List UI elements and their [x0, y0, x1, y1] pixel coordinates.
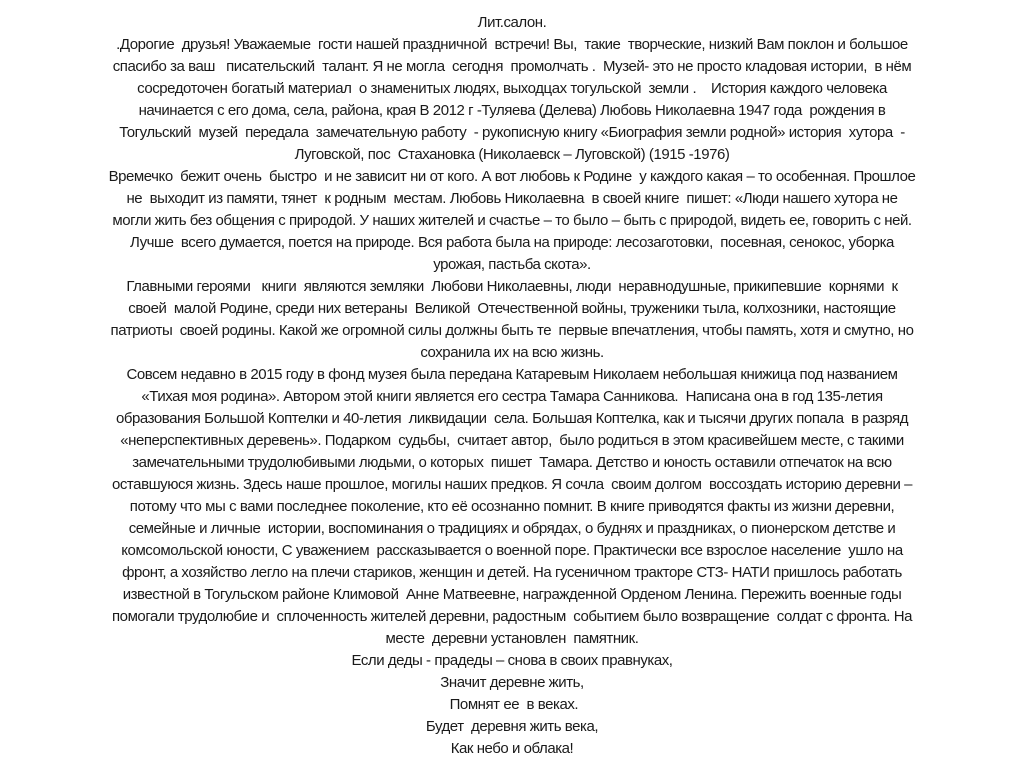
text-line: сохранила их на всю жизнь.: [420, 344, 604, 361]
text-line: Времечко бежит очень быстро и не зависит ни от кого. А вот любовь к Родине у каждого какая – то особенная. Прошлое: [108, 168, 916, 185]
text-line: начинается с его дома, села, района, края В 2012 г -Туляева (Делева) Любовь Николаевна 1947 года рождения в: [138, 102, 886, 119]
text-line: образования Большой Коптелки и 40-летия ликвидации села. Большая Коптелка, как и тысячи других попала в разряд: [115, 410, 908, 427]
text-line: помогали трудолюбие и сплоченность жителей деревни, радостным событием было возвращение солдат с фронта. На: [112, 608, 912, 625]
text-line: своей малой Родине, среди них ветераны Великой Отечественной войны, труженики тыла, колхозники, настоящие: [128, 300, 896, 317]
text-line: известной в Тогульском районе Климовой Анне Матвеевне, награжденной Орденом Ленина. Пережить военные годы: [122, 586, 902, 603]
text-line: семейные и личные истории, воспоминания о традициях и обрядах, о буднях и праздниках, о пионерском детстве и: [128, 520, 896, 537]
text-line: Значит деревне жить,: [440, 674, 584, 691]
text-line: урожая, пастьба скота».: [433, 256, 591, 273]
text-line: потому что мы с вами последнее поколение, кто её осознанно помнит. В книге приводятся факты из жизни деревни,: [129, 498, 895, 515]
text-line: Главными героями книги являются земляки Любови Николаевны, люди неравнодушные, прикипевшие корнями к: [126, 278, 898, 295]
text-line: «Тихая моя родина». Автором этой книги является его сестра Тамара Санникова. Написана она в год 135-летия: [141, 388, 883, 405]
text-line: Лучше всего думается, поется на природе. Вся работа была на природе: лесозаготовки, посевная, сенокос, уборка: [130, 234, 894, 251]
text-line: Тогульский музей передала замечательную работу - рукописную книгу «Биография земли родной» история хутора -: [119, 124, 905, 141]
text-line: патриоты своей родины. Какой же огромной силы должны быть те первые впечатления, чтобы память, хотя и смутно, но: [110, 322, 914, 339]
text-line: Совсем недавно в 2015 году в фонд музея была передана Катаревым Николаем небольшая книжица под названием: [126, 366, 898, 383]
document-body: [0, 12, 1024, 760]
text-line: сосредоточен богатый материал о знаменитых людях, выходцах тогульской земли . История каждого человека: [137, 80, 887, 97]
text-line: месте деревни установлен памятник.: [385, 630, 639, 647]
text-line: Луговской, пос Стахановка (Николаевск – Луговской) (1915 -1976): [294, 146, 730, 163]
text-line: Помнят ее в веках.: [445, 696, 579, 713]
text-line: Как небо и облака!: [450, 740, 574, 757]
document-title: Лит.салон.: [477, 14, 547, 31]
text-line: могли жить без общения с природой. У наших жителей и счастье – то было – быть с природой, видеть ее, говорить с ней.: [112, 212, 912, 229]
text-line: «неперспективных деревень». Подарком судьбы, считает автор, было родиться в этом красивейшем месте, с такими: [120, 432, 904, 449]
text-line: замечательными трудолюбивыми людьми, о которых пишет Тамара. Детство и юность оставили отпечаток на всю: [132, 454, 892, 471]
text-line: Будет деревня жить века,: [425, 718, 599, 735]
text-line: оставшуюся жизнь. Здесь наше прошлое, могилы наших предков. Я сочла своим долгом воссоздать историю деревни –: [111, 476, 913, 493]
text-line: фронт, а хозяйство легло на плечи стариков, женщин и детей. На гусеничном тракторе СТЗ- НАТИ пришлось работать: [122, 564, 902, 581]
text-line: комсомольской юности, С уважением рассказывается о военной поре. Практически все взрослое население ушло на: [121, 542, 903, 559]
text-line: Если деды - прадеды – снова в своих правнуках,: [351, 652, 673, 669]
text-line: не выходит из памяти, тянет к родным местам. Любовь Николаевна в своей книге пишет: «Люди нашего хутора не: [126, 190, 898, 207]
text-line: .Дорогие друзья! Уважаемые гости нашей праздничной встречи! Вы, такие творческие, низкий Вам поклон и большое: [116, 36, 908, 53]
text-line: спасибо за ваш писательский талант. Я не могла сегодня промолчать . Музей- это не просто кладовая истории, в нём: [112, 58, 912, 75]
